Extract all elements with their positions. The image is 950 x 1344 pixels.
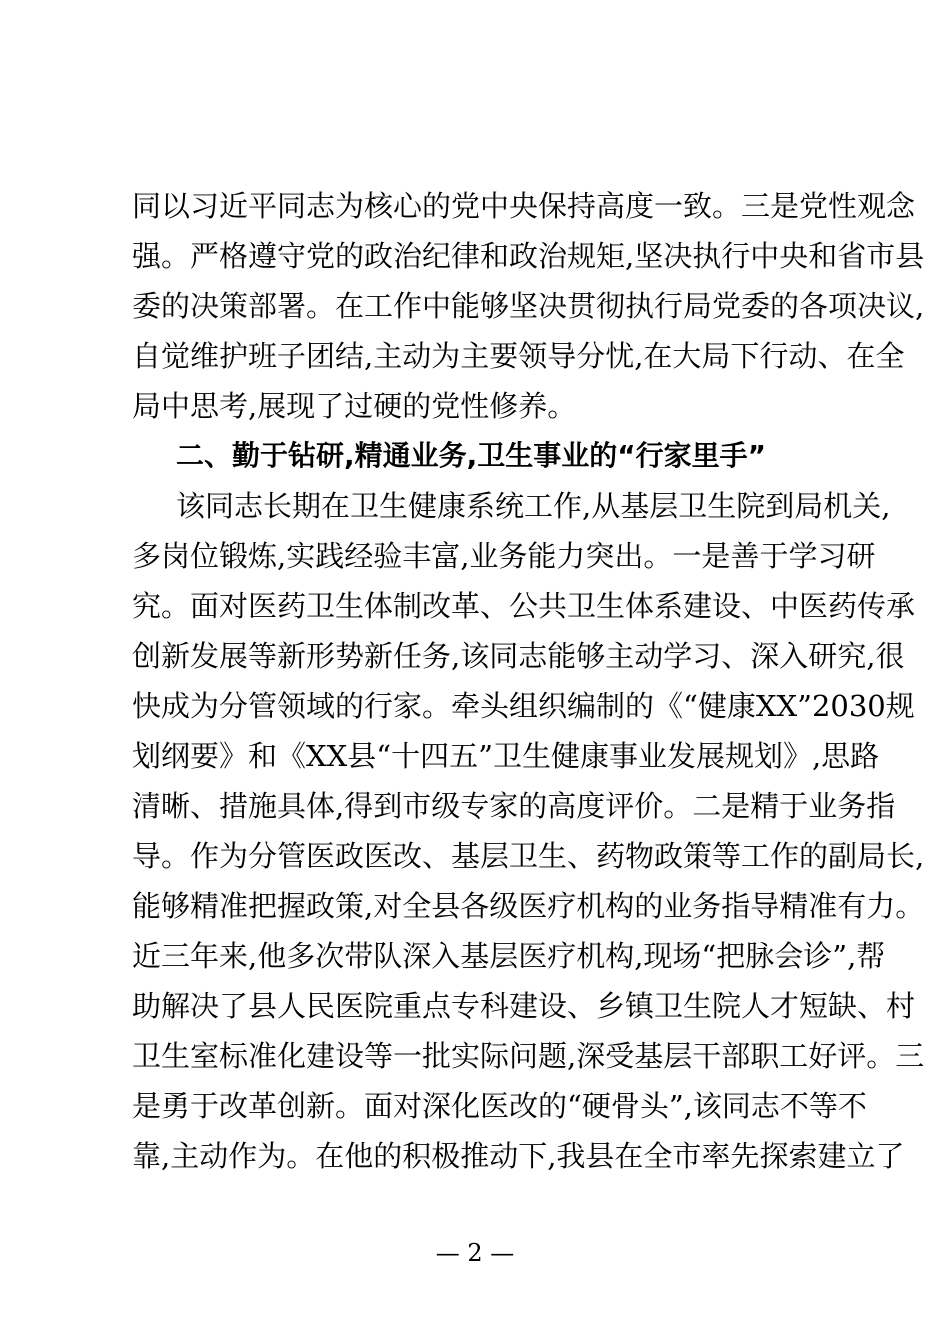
paragraph-line: 强。严格遵守党的政治纪律和政治规矩,坚决执行中央和省市县 [132,239,925,273]
paragraph-line: 划纲要》和《XX县“十四五”卫生健康事业发展规划》,思路 [132,739,880,773]
paragraph-line: 靠,主动作为。在他的积极推动下,我县在全市率先探索建立了 [132,1139,905,1173]
paragraph-line: 自觉维护班子团结,主动为主要领导分忧,在大局下行动、在全 [132,339,905,373]
paragraph-line: 局中思考,展现了过硬的党性修养。 [132,389,577,423]
page-number: — 2 — [435,1239,515,1267]
paragraph-line: 助解决了县人民医院重点专科建设、乡镇卫生院人才短缺、村 [132,989,916,1023]
paragraph-line: 多岗位锻炼,实践经验丰富,业务能力突出。一是善于学习研 [132,539,876,573]
paragraph-line: 近三年来,他多次带队深入基层医疗机构,现场“把脉会诊”,帮 [132,939,886,973]
section-heading: 二、勤于钻研,精通业务,卫生事业的“行家里手” [176,439,767,472]
paragraph-line: 委的决策部署。在工作中能够坚决贯彻执行局党委的各项决议, [132,289,925,323]
paragraph-line: 卫生室标准化建设等一批实际问题,深受基层干部职工好评。三 [132,1039,925,1073]
paragraph-line: 创新发展等新形势新任务,该同志能够主动学习、深入研究,很 [132,639,905,673]
paragraph-line: 同以习近平同志为核心的党中央保持高度一致。三是党性观念 [132,189,916,223]
paragraph-line: 是勇于改革创新。面对深化医改的“硬骨头”,该同志不等不 [132,1089,867,1123]
paragraph-line: 能够精准把握政策,对全县各级医疗机构的业务指导精准有力。 [132,889,925,923]
paragraph-line: 该同志长期在卫生健康系统工作,从基层卫生院到局机关, [176,489,891,523]
paragraph-line: 导。作为分管医政医改、基层卫生、药物政策等工作的副局长, [132,839,925,873]
paragraph-line: 快成为分管领域的行家。牵头组织编制的《“健康XX”2030规 [132,689,915,723]
paragraph-line: 清晰、措施具体,得到市级专家的高度评价。二是精于业务指 [132,789,896,823]
paragraph-line: 究。面对医药卫生体制改革、公共卫生体系建设、中医药传承 [132,589,916,623]
